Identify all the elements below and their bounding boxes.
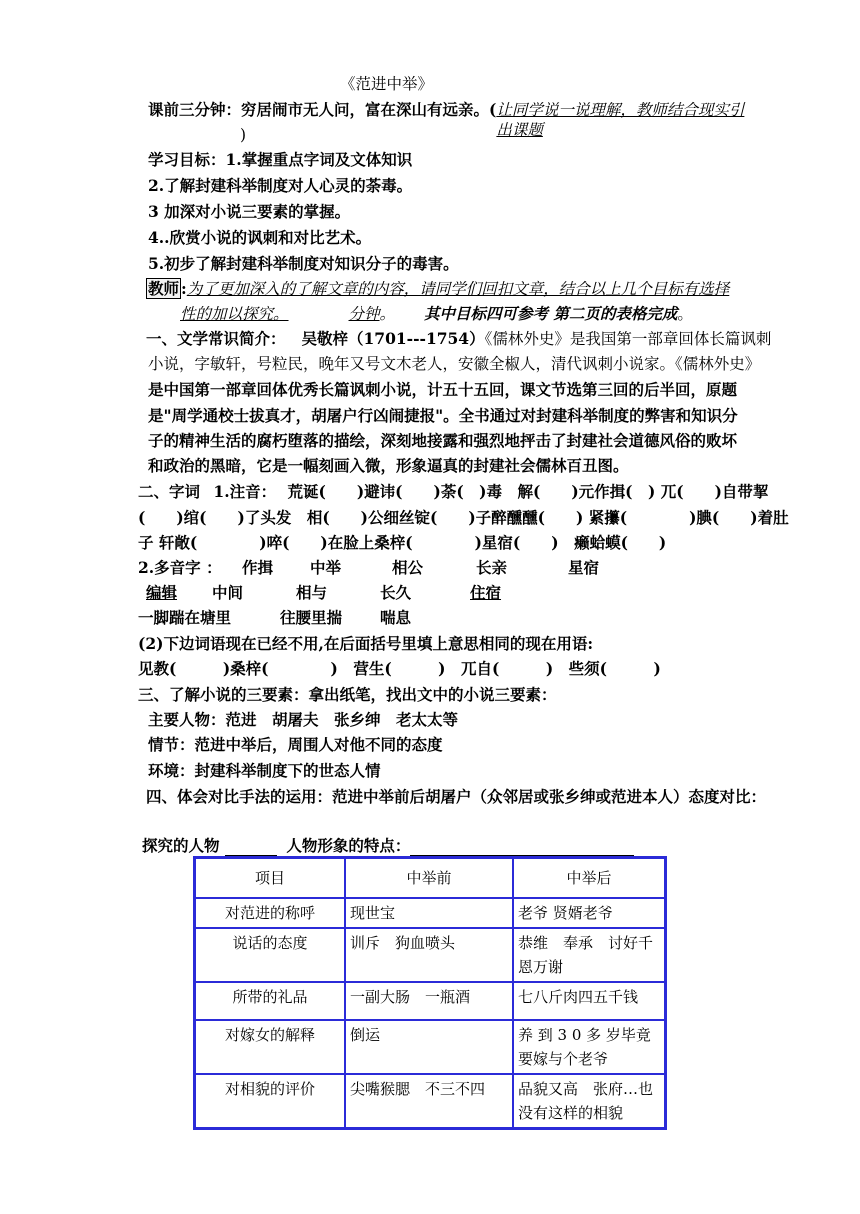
warmup-line (148, 100, 744, 140)
pinyin-items: 荒诞( )避讳( )荼( )毒 解( )元作揖( ) 兀( )自带挈 (287, 482, 769, 501)
table-cell-after: 品貌又高 张府…也没有这样的相貌 (513, 1074, 666, 1129)
polyphone-word: 作揖 (242, 558, 274, 577)
table-row (195, 1074, 666, 1129)
replace-items: 见教( )桑梓( ) 营生( ) 兀自( ) 些须( ) (138, 659, 661, 678)
polyphone-word: 中举 (310, 558, 342, 577)
table-cell-after: 恭维 奉承 讨好千恩万谢 (513, 928, 666, 982)
polyphone-word: 喘息 (380, 608, 412, 627)
replace-prompt: (2)下边词语现在已经不用,在后面括号里填上意思相同的现在用语: (138, 634, 594, 653)
teacher-line-2 (180, 304, 693, 324)
section1-heading: 一、文学常识简介： (146, 329, 286, 348)
polyphone-label: 2.多音字 ： (138, 558, 222, 577)
table-cell-before: 倒运 (345, 1020, 513, 1074)
polyphone-word: 相公 (392, 558, 424, 577)
table-cell-after: 老爷 贤婿老爷 (513, 898, 666, 928)
table-header: 中举前 (345, 858, 513, 899)
section4-heading: 四、体会对比手法的运用：范进中举前后胡屠户（众邻居或张乡绅或范进本人）态度对比： (146, 787, 767, 806)
table-header: 项目 (195, 858, 346, 899)
polyphone-word: 往腰里揣 (280, 608, 343, 627)
polyphone-word: 住宿 (470, 583, 502, 602)
section1-text: 是中国第一部章回体优秀长篇讽刺小说，计五十五回，课文节选第三回的后半回，原题 (148, 380, 738, 399)
polyphone-word: 编辑 (146, 583, 178, 602)
traits-label: 人物形象的特点： (286, 836, 411, 855)
explore-line (142, 836, 634, 856)
teacher-note-cont: 性的加以探究。 (180, 305, 289, 323)
teacher-colon: : (181, 279, 187, 298)
teacher-minutes: 分钟 (348, 305, 380, 323)
polyphone-word: 中间 (212, 583, 244, 602)
pinyin-label: 1.注音： (213, 482, 277, 501)
goal-item: 4..欣赏小说的讽刺和对比艺术。 (148, 228, 372, 247)
section3-plot: 情节：范进中举后，周围人对他不同的态度 (148, 735, 443, 754)
table-cell-item: 对相貌的评价 (195, 1074, 346, 1129)
teacher-label: 教师 (148, 279, 180, 298)
table-cell-after: 七八斤肉四五千钱 (513, 982, 666, 1020)
teacher-extra-end: 。 (677, 305, 693, 323)
table-row (195, 1020, 666, 1074)
section1-text: 小说，字敏轩，号粒民，晚年又号文木老人，安徽全椒人，清代讽刺小说家。《儒林外史》 (148, 355, 761, 373)
table-row (195, 898, 666, 928)
table-cell-before: 尖嘴猴腮 不三不四 (345, 1074, 513, 1129)
table-cell-item: 对范进的称呼 (195, 898, 346, 928)
section1-text: 是"周学通校士拔真才，胡屠户行凶闹捷报"。全书通过对封建科举制度的弊害和知识分 (148, 406, 738, 425)
traits-blank[interactable] (410, 839, 634, 856)
section3-characters: 主要人物：范进 胡屠夫 张乡绅 老太太等 (148, 710, 459, 729)
pinyin-items: ( )绾( )了头发 相( )公细丝锭( )子醉醺醺( ) 紧攥( )腆( )着肚 (138, 508, 789, 527)
table-cell-item: 说话的态度 (195, 928, 346, 982)
goal-item: 5.初步了解封建科举制度对知识分子的毒害。 (148, 254, 459, 273)
table-row (195, 982, 666, 1020)
polyphone-word: 长久 (380, 583, 412, 602)
polyphone-row-3 (138, 608, 538, 628)
pinyin-items: 子 轩敞( )啐( )在脸上桑梓( )星宿( ) 癞蛤蟆( ) (138, 533, 667, 552)
warmup-note: 让同学说一说理解，教师结合现实引出课题 (496, 101, 745, 139)
table-header-row (195, 858, 666, 899)
section1-author: 吴敬梓（1701---1754） (301, 329, 485, 348)
section2-heading: 二、字词 (138, 482, 201, 501)
goals-label: 学习目标： (148, 150, 226, 169)
goals-line-1 (148, 150, 412, 170)
section3-heading: 三、了解小说的三要素：拿出纸笔，找出文中的小说三要素： (138, 685, 557, 704)
page-title: 《范进中举》 (340, 75, 434, 93)
polyphone-word: 长亲 (476, 558, 508, 577)
goal-item: 3 加深对小说三要素的掌握。 (148, 202, 351, 221)
table-cell-before: 训斥 狗血喷头 (345, 928, 513, 982)
table-header: 中举后 (513, 858, 666, 899)
explore-blank[interactable] (225, 839, 277, 856)
section1-text: 子的精神生活的腐朽堕落的描绘，深刻地接露和强烈地抨击了封建社会道德风俗的败坏 (148, 431, 738, 450)
polyphone-word: 相与 (296, 583, 328, 602)
teacher-note: 为了更加深入的了解文章的内容，请同学们回扣文章，结合以上几个目标有选择 (186, 280, 730, 298)
table-cell-item: 所带的礼品 (195, 982, 346, 1020)
warmup-close: ) (240, 126, 247, 144)
polyphone-row-1 (138, 558, 600, 578)
section1-line-1 (146, 329, 771, 349)
comparison-table (193, 856, 667, 1130)
teacher-extra: 其中目标四可参考 第二页的表格完成 (423, 304, 678, 323)
table-cell-before: 现世宝 (345, 898, 513, 928)
section3-setting: 环境：封建科举制度下的世态人情 (148, 761, 381, 780)
goal-item: 1.掌握重点字词及文体知识 (225, 150, 413, 169)
section2-line-1 (138, 482, 768, 502)
section1-text: 《儒林外史》是我国第一部章回体长篇讽刺 (484, 330, 772, 348)
table-cell-before: 一副大肠 一瓶酒 (345, 982, 513, 1020)
warmup-label: 课前三分钟： (148, 100, 242, 119)
warmup-text: 穷居闹市无人问，富在深山有远亲。( (241, 100, 497, 119)
polyphone-word: 星宿 (568, 558, 600, 577)
table-row (195, 928, 666, 982)
table-cell-after: 养 到 3 0 多 岁毕竟要嫁与个老爷 (513, 1020, 666, 1074)
polyphone-row-2 (146, 583, 546, 603)
teacher-period: 。 (379, 305, 396, 323)
table-cell-item: 对嫁女的解释 (195, 1020, 346, 1074)
teacher-line-1 (146, 279, 729, 299)
section1-text: 和政治的黑暗，它是一幅刻画入微，形象逼真的封建社会儒林百丑图。 (148, 456, 629, 475)
explore-label: 探究的人物 (142, 836, 220, 855)
polyphone-word: 一脚踹在塘里 (138, 608, 232, 627)
goal-item: 2.了解封建科举制度对人心灵的荼毒。 (148, 176, 413, 195)
